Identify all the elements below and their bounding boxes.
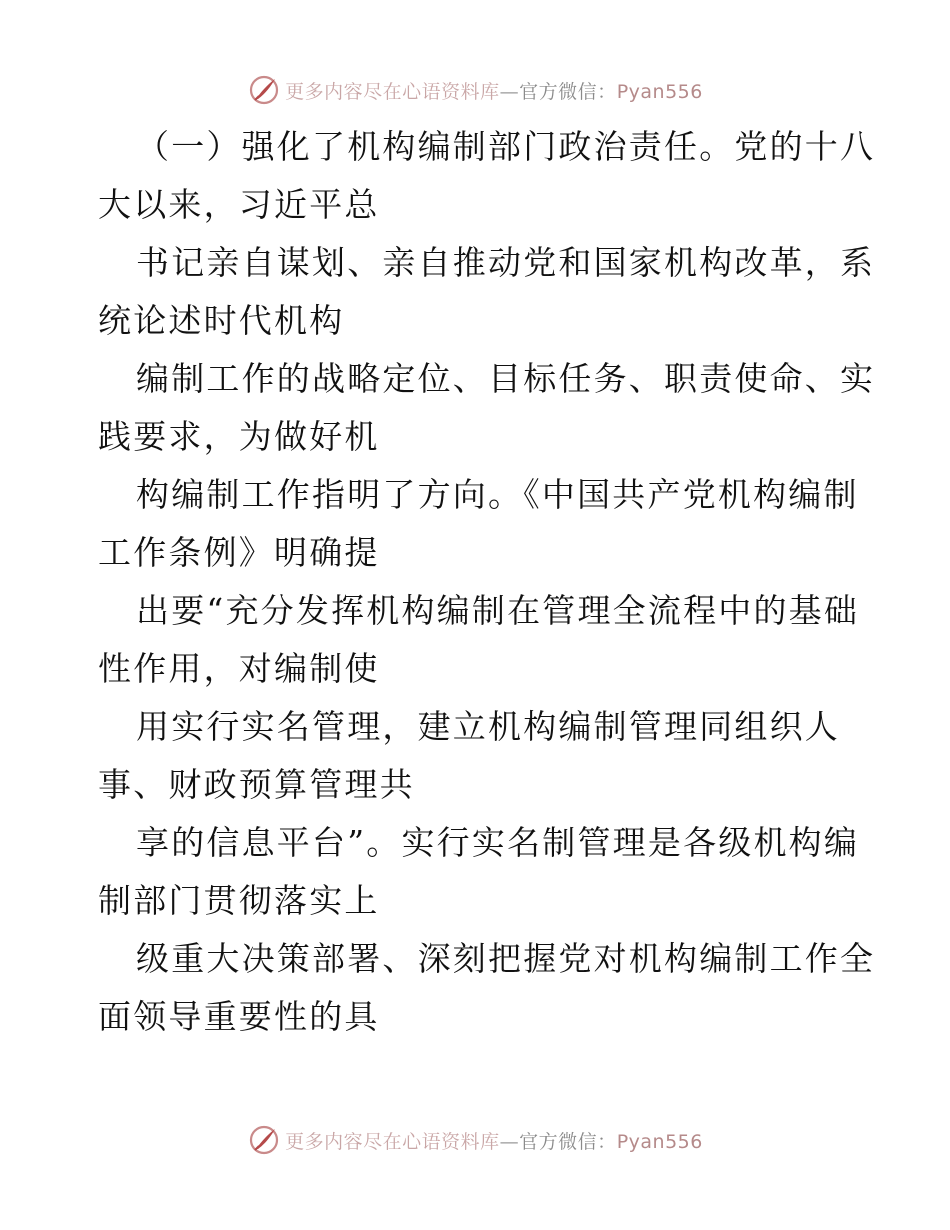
watermark-wechat-label: 官方微信： — [519, 80, 617, 103]
watermark-separator: — — [499, 80, 520, 103]
paragraph-line: 统论述时代机构 — [98, 301, 345, 340]
quill-pen-logo-icon — [247, 73, 281, 107]
paragraph-line: 书记亲自谋划、亲自推动党和国家机构改革，系 — [136, 243, 876, 282]
paragraph-line: 出要“充分发挥机构编制在管理全流程中的基础 — [136, 591, 860, 630]
paragraph-line: 事、财政预算管理共 — [98, 765, 415, 804]
paragraph-line: 制部门贯彻落实上 — [98, 881, 380, 920]
paragraph-line: （一）强化了机构编制部门政治责任。党的十八 — [136, 127, 876, 166]
quill-pen-logo-icon — [247, 1123, 281, 1157]
paragraph-line: 面领导重要性的具 — [98, 997, 380, 1036]
paragraph-line: 性作用，对编制使 — [98, 649, 380, 688]
paragraph-line: 践要求，为做好机 — [98, 417, 380, 456]
paragraph-line: 级重大决策部署、深刻把握党对机构编制工作全 — [136, 939, 876, 978]
paragraph-line: 工作条例》明确提 — [98, 533, 380, 572]
watermark-prefix: 更多内容尽在心语资料库 — [285, 80, 500, 103]
watermark-separator: — — [499, 1130, 520, 1153]
watermark-wechat-label: 官方微信： — [519, 1130, 617, 1153]
watermark-text — [285, 1127, 703, 1154]
paragraph — [98, 234, 876, 350]
watermark-text — [285, 77, 703, 104]
paragraph — [98, 582, 858, 698]
paragraph-line: 享的信息平台”。实行实名制管理是各级机构编 — [136, 823, 860, 862]
paragraph — [98, 698, 858, 814]
paragraph-line: 编制工作的战略定位、目标任务、职责使命、实 — [136, 359, 876, 398]
paragraph — [98, 118, 876, 234]
paragraph — [98, 930, 876, 1046]
watermark-wechat-id: Pyan556 — [616, 80, 703, 103]
footer-watermark — [0, 1120, 950, 1160]
paragraph — [98, 350, 876, 466]
paragraph-line: 构编制工作指明了方向。《中国共产党机构编制 — [136, 475, 859, 514]
header-watermark — [0, 70, 950, 110]
paragraph-line: 用实行实名管理，建立机构编制管理同组织人 — [136, 707, 840, 746]
watermark-wechat-id: Pyan556 — [616, 1130, 703, 1153]
paragraph — [98, 466, 858, 582]
paragraph — [98, 814, 858, 930]
document-body — [98, 118, 876, 1046]
watermark-prefix: 更多内容尽在心语资料库 — [285, 1130, 500, 1153]
paragraph-line: 大以来，习近平总 — [98, 185, 380, 224]
